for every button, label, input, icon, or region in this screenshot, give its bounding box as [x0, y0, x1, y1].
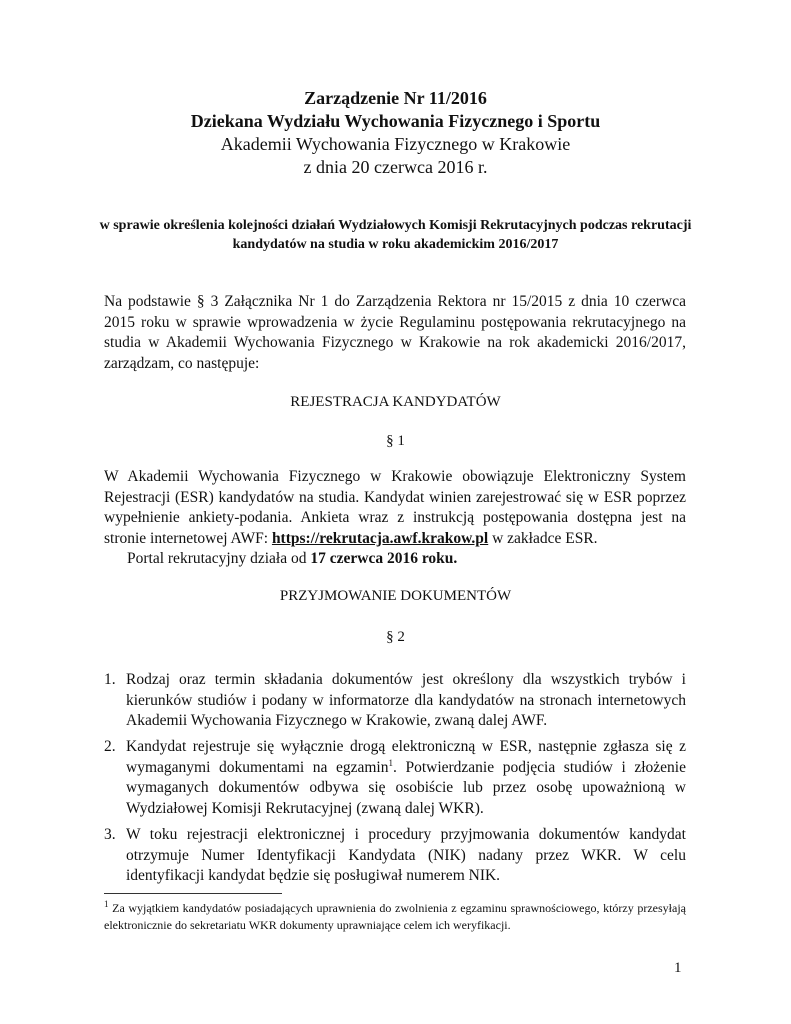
page-number: 1 [674, 960, 682, 976]
portal-start-date: 17 czerwca 2016 roku. [310, 550, 458, 567]
section-heading-documents: PRZYJMOWANIE DOKUMENTÓW [279, 588, 512, 604]
section-heading-registration: REJESTRACJA KANDYDATÓW [290, 394, 501, 410]
issuer-title: Dziekana Wydziału Wychowania Fizycznego i Sportu [190, 111, 601, 131]
list-item-text: Rodzaj oraz termin składania dokumentów jest określony dla wszystkich trybów i kierunków studiów i podany w informatorze dla kandydatów na stronach internetowych Akademii Wychowania Fizycznego w Krakowie, zwaną dalej AWF. [126, 671, 686, 729]
registration-text-end: w zakładce ESR. [488, 529, 598, 547]
list-item-text-a: Kandydat rejestruje się wyłącznie drogą elektroniczną w ESR, następnie zgłasza się z wymaganymi dokumentami na egzamin [126, 738, 686, 776]
footnote-reference[interactable]: 1 [388, 757, 393, 768]
list-item-text [126, 737, 686, 819]
ordinance-subject: w sprawie określenia kolejności działań Wydziałowych Komisji Rekrutacyjnych podczas rekrutacji kandydatów na studia w roku akademickim 2016/2017 [99, 218, 692, 252]
institution-name: Akademii Wychowania Fizycznego w Krakowie [220, 134, 571, 154]
registration-text: W Akademii Wychowania Fizycznego w Krakowie obowiązuje Elektroniczny System Rejestracji (ESR) kandydatów na studia. Kandydat winien zarejestrować się w ESR poprzez wypełnienie ankiety-podania. Ankieta wraz z instrukcją postępowania dostępna jest na stronie internetowej AWF: [104, 468, 686, 547]
footnote-text: Za wyjątkiem kandydatów posiadających uprawnienia do zwolnienia z egzaminu sprawnościowego, którzy przesyłają elektronicznie do sekretariatu WKR dokumenty uprawniające celem ich weryfikacji. [104, 901, 686, 932]
list-item-text: W toku rejestracji elektronicznej i procedury przyjmowania dokumentów kandydat otrzymuje Numer Identyfikacji Kandydata (NIK) nadany przez WKR. W celu identyfikacji kandydat będzie się posługiwał numerem NIK. [126, 826, 686, 884]
registration-paragraph [104, 467, 686, 549]
footnote [104, 900, 686, 934]
footnote-separator [104, 893, 282, 894]
ordinance-number: Zarządzenie Nr 11/2016 [304, 88, 487, 108]
portal-prefix: Portal rekrutacyjny działa od [127, 550, 311, 567]
list-item-number: 3. [104, 826, 116, 843]
portal-start-line [127, 549, 457, 570]
issue-date: z dnia 20 czerwca 2016 r. [303, 157, 488, 177]
list-item-text-b: . Potwierdzanie podjęcia studiów i złożenie wymaganych dokumentów odbywa się osobiście lub przez osobę upoważnioną w Wydziałowej Komisji Rekrutacyjnej (zwaną dalej WKR). [126, 758, 686, 817]
list-item-number: 2. [104, 738, 116, 755]
section-sign-2: § 2 [386, 629, 405, 645]
section-sign-1: § 1 [386, 433, 405, 449]
footnote-mark: 1 [104, 899, 109, 909]
list-item-number: 1. [104, 671, 116, 688]
intro-paragraph: Na podstawie § 3 Załącznika Nr 1 do Zarządzenia Rektora nr 15/2015 z dnia 10 czerwca 2015 roku w sprawie wprowadzenia w życie Regulaminu postępowania rekrutacyjnego na studia w Akademii Wychowania Fizycznego w Krakowie na rok akademicki 2016/2017, zarządzam, co następuje: [104, 293, 686, 372]
recruitment-portal-link[interactable]: https://rekrutacja.awf.krakow.pl [271, 529, 489, 547]
